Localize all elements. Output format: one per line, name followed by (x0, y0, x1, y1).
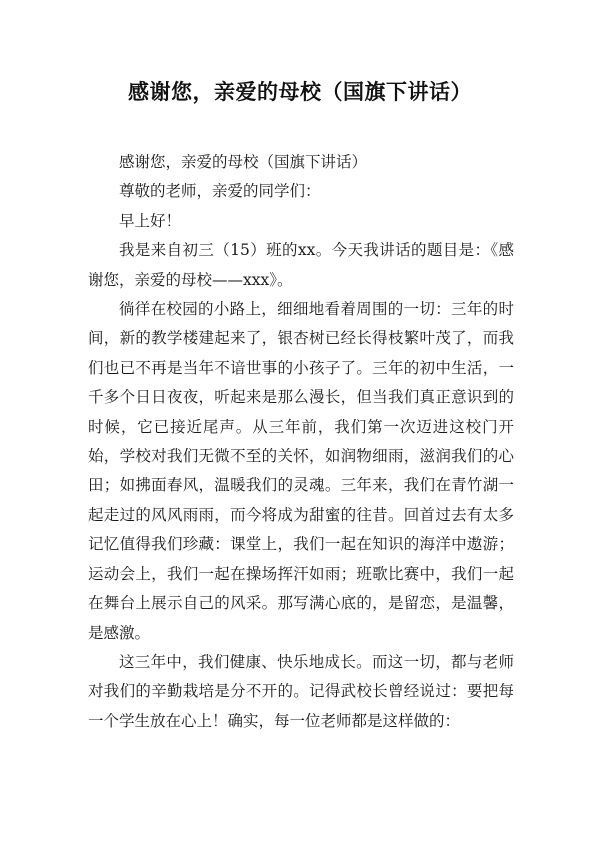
paragraph-subtitle: 感谢您，亲爱的母校（国旗下讲话） (119, 153, 368, 171)
paragraph-greeting: 早上好！ (119, 211, 182, 230)
document-title: 感谢您，亲爱的母校（国旗下讲话） (128, 80, 472, 104)
paragraph-gratitude: 这三年中，我们健康、快乐地成长。而这一切，都与老师对我们的辛勤栽培是分不开的。记得武校长曾经说过：要把每一个学生放在心上！确实，每一位老师都是这样做的： (88, 652, 514, 730)
paragraph-salutation: 尊敬的老师，亲爱的同学们： (119, 182, 321, 201)
paragraph-campus-memories: 徜徉在校园的小路上，细细地看着周围的一切：三年的时间，新的教学楼建起来了，银杏树已经长得枝繁叶茂了，而我们也已不再是当年不谙世事的小孩子了。三年的初中生活，一千多个日日夜夜，听起来是那么漫长，但当我们真正意识到的时候，它已接近尾声。从三年前，我们第一次迈进这校门开始，学校对我们无微不至的关怀，如润物细雨，滋润我们的心田；如拂面春风，温暖我们的灵魂。三年来，我们在青竹湖一起走过的风风雨雨，而今将成为甜蜜的往昔。回首过去有太多记忆值得我们珍藏：课堂上，我们一起在知识的海洋中遨游；运动会上，我们一起在操场挥汗如雨；班歌比赛中，我们一起在舞台上展示自己的风采。那写满心底的，是留恋，是温馨，是感激。 (88, 300, 514, 642)
paragraph-introduction: 我是来自初三（15）班的xx。今天我讲话的题目是：《感谢您，亲爱的母校——xxx》。 (88, 241, 514, 289)
document-body (88, 148, 514, 736)
